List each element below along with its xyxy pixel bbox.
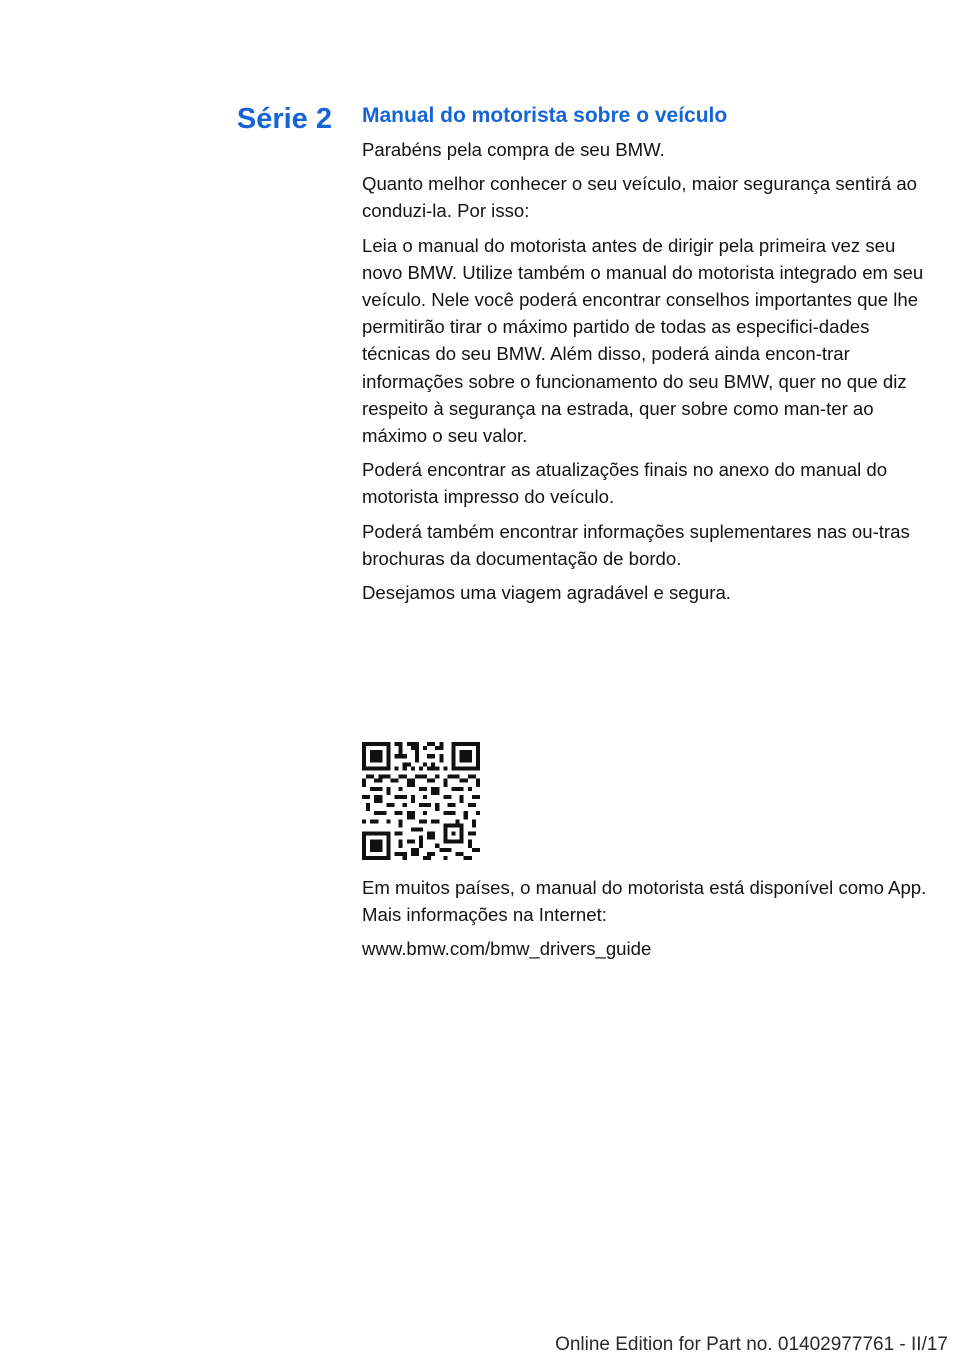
footer-edition-note: Online Edition for Part no. 01402977761 - II/17 bbox=[555, 1334, 948, 1355]
paragraph-read-manual: Leia o manual do motorista antes de dirigir pela primeira vez seu novo BMW. Utilize também o manual do motorista integrado em seu veículo. Nele você poderá encontrar conselhos importantes que lhe permitirão tirar o máximo partido de todas as especifici‐dades técnicas do seu BMW. Além disso, poderá ainda encon‐trar informações sobre o funcionamento do seu BMW, quer no que diz respeito à segurança na estrada, quer sobre como man‐ter ao máximo o seu valor. bbox=[362, 234, 924, 447]
intro-section bbox=[362, 100, 928, 613]
paragraph-congratulations: Parabéns pela compra de seu BMW. bbox=[362, 139, 665, 160]
paragraph-know-vehicle: Quanto melhor conhecer o seu veículo, maior segurança sentirá ao conduzi‐la. Por isso: bbox=[362, 173, 918, 222]
paragraph-app-availability: Em muitos países, o manual do motorista está disponível como App. Mais informações na Internet: bbox=[362, 877, 927, 926]
qr-code-icon bbox=[362, 742, 480, 860]
series-title: Série 2 bbox=[236, 103, 332, 135]
paragraph-updates: Poderá encontrar as atualizações finais no anexo do manual do motorista impresso do veículo. bbox=[362, 459, 888, 508]
drivers-guide-url[interactable]: www.bmw.com/bmw_drivers_guide bbox=[362, 938, 652, 960]
section-heading: Manual do motorista sobre o veículo bbox=[362, 104, 728, 127]
paragraph-supplementary: Poderá também encontrar informações suplementares nas ou‐tras brochuras da documentação de bordo. bbox=[362, 520, 910, 569]
app-info-section bbox=[362, 874, 928, 970]
paragraph-good-trip: Desejamos uma viagem agradável e segura. bbox=[362, 582, 731, 604]
